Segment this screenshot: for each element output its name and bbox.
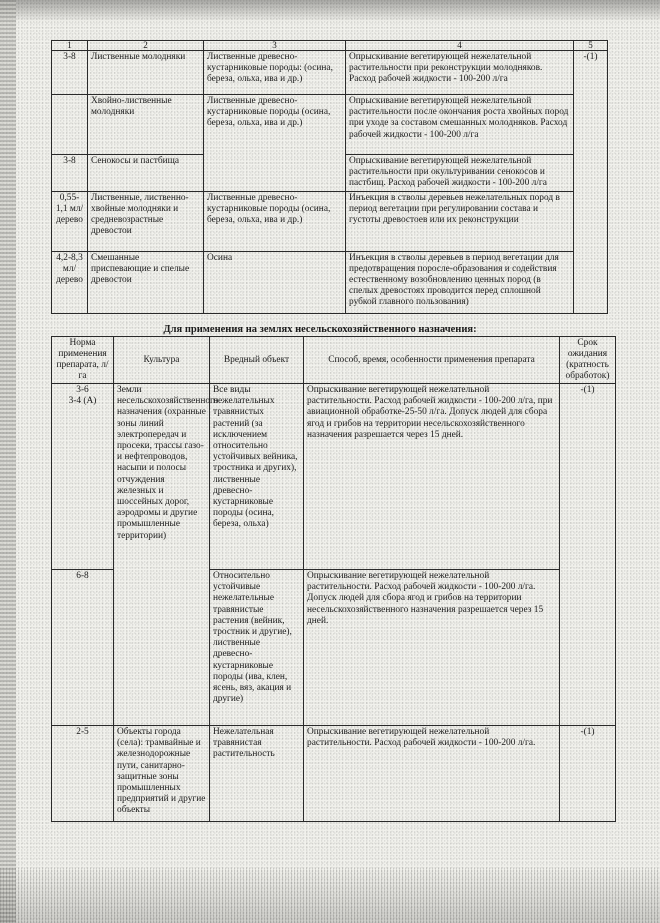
term-cell: -(1) [560, 726, 616, 822]
table-header-row [52, 337, 616, 384]
object-cell: Все виды нежелательных травянистых растений (за исключением относительно устойчивых вейника, тростника и других), лиственные древесно-кустарниковые породы (осина, береза, ольха) [210, 384, 304, 570]
norm-cell: 6-8 [52, 570, 114, 726]
header-method: Способ, время, особенности применения препарата [304, 337, 560, 384]
header-culture: Культура [114, 337, 210, 384]
table-row [52, 251, 608, 313]
norm-cell [52, 95, 88, 155]
section-title: Для применения на землях несельскохозяйственного назначения: [163, 324, 477, 335]
term-cell: -(1) [574, 51, 608, 314]
method-cell: Опрыскивание вегетирующей нежелательной растительности при реконструкции молодняков. Расход рабочей жидкости - 100-200 л/га [346, 51, 574, 95]
method-cell: Опрыскивание вегетирующей нежелательной растительности. Расход рабочей жидкости - 100-200 л/га. [304, 726, 560, 822]
norm-cell: 3-8 [52, 155, 88, 192]
object-cell: Лиственные древесно-кустарниковые породы (осина, береза, ольха, ива и др.) [204, 95, 346, 192]
non-agricultural-table [51, 336, 616, 822]
method-cell: Инъекция в стволы деревьев нежелательных пород в период вегетации при регулировании состава и густоты древостоев или их реконструкции [346, 191, 574, 251]
table-row [52, 726, 616, 822]
norm-cell: 0,55-1,1 мл/дерево [52, 191, 88, 251]
norm-cell: 2-5 [52, 726, 114, 822]
col-number-4: 4 [346, 41, 574, 51]
method-cell: Инъекция в стволы деревьев в период вегетации для предотвращения поросле-образования и содействия естественному возобновлению ценных пород (в спелых древостоях проводится перед сплошной рубкой главного пользования) [346, 251, 574, 313]
object-cell: Лиственные древесно-кустарниковые породы: (осина, береза, ольха, ива и др.) [204, 51, 346, 95]
continuation-table [51, 40, 608, 314]
object-cell: Лиственные древесно-кустарниковые породы (осина, береза, ольха, ива и др.) [204, 191, 346, 251]
method-cell: Опрыскивание вегетирующей нежелательной растительности при окультуривании сенокосов и пастбищ. Расход рабочей жидкости - 100-200 л/га [346, 155, 574, 192]
term-cell: -(1) [560, 384, 616, 726]
object-cell: Осина [204, 251, 346, 313]
culture-cell: Смешанные приспевающие и спелые древостои [88, 251, 204, 313]
table-row [52, 384, 616, 570]
col-number-5: 5 [574, 41, 608, 51]
scan-top-shadow [0, 0, 660, 22]
table-row [52, 95, 608, 155]
norm-cell: 3-8 [52, 51, 88, 95]
norm-cell: 3-6 3-4 (А) [52, 384, 114, 570]
culture-cell: Лиственные молодняки [88, 51, 204, 95]
col-number-3: 3 [204, 41, 346, 51]
culture-cell: Хвойно-лиственные молодняки [88, 95, 204, 155]
object-cell: Нежелательная травянистая растительность [210, 726, 304, 822]
culture-cell: Объекты города (села): трамвайные и железнодорожные пути, санитарно-защитные зоны промышленных предприятий и другие объекты [114, 726, 210, 822]
header-norm: Норма применения препарата, л/га [52, 337, 114, 384]
method-cell: Опрыскивание вегетирующей нежелательной растительности. Расход рабочей жидкости - 100-200 л/га. Допуск людей для сбора ягод и грибов на территории несельскохозяйственного назначения разрешается через 15 дней. [304, 570, 560, 726]
culture-cell: Лиственные, лиственно-хвойные молодняки и средневозрастные древостои [88, 191, 204, 251]
column-number-row [52, 41, 608, 51]
table-row [52, 51, 608, 95]
col-number-2: 2 [88, 41, 204, 51]
header-term: Срок ожидания (кратность обработок) [560, 337, 616, 384]
norm-cell: 4,2-8,3 мл/дерево [52, 251, 88, 313]
scan-bottom-noise [0, 868, 660, 923]
header-object: Вредный объект [210, 337, 304, 384]
method-cell: Опрыскивание вегетирующей нежелательной растительности. Расход рабочей жидкости - 100-200 л/га, при авиационной обработке-25-50 л/га. Допуск людей для сбора ягод и грибов на территории несельскохозяйственного назначения разрешается через 15 дней. [304, 384, 560, 570]
method-cell: Опрыскивание вегетирующей нежелательной растительности после окончания роста хвойных пород при уходе за составом смешанных молодняков. Расход рабочей жидкости - 100-200 л/га [346, 95, 574, 155]
object-cell: Относительно устойчивые нежелательные травянистые растения (вейник, тростник и другие), лиственные древесно-кустарниковые породы (ива, клен, ясень, вяз, акация и другие) [210, 570, 304, 726]
col-number-1: 1 [52, 41, 88, 51]
culture-cell: Земли несельскохозяйственного назначения (охранные зоны линий электропередач и просеки, трассы газо- и нефтепроводов, насыпи и полосы отчуждения железных и шоссейных дорог, аэродромы и другие промышленные территории) [114, 384, 210, 726]
table-row [52, 191, 608, 251]
scan-left-edge [0, 0, 16, 923]
culture-cell: Сенокосы и пастбища [88, 155, 204, 192]
